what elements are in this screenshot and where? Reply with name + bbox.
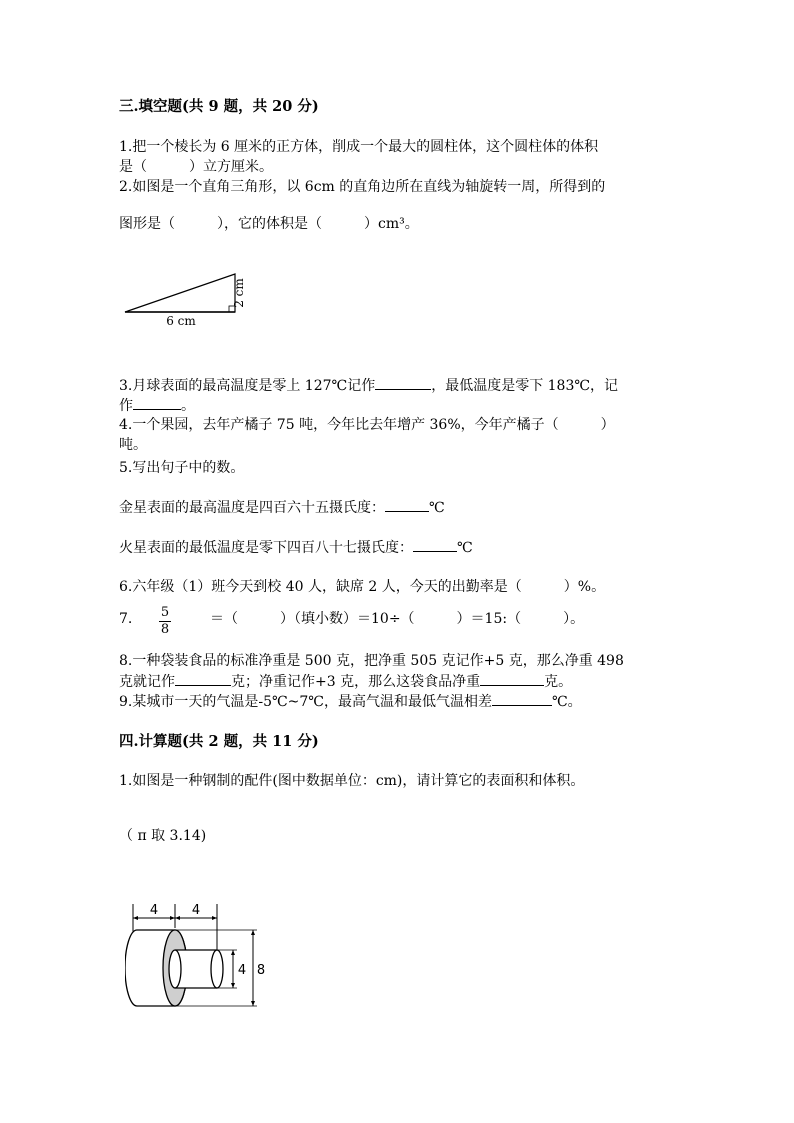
triangle-base-label: 6 cm (166, 314, 196, 328)
section-heading: 四.计算题(共 2 题，共 11 分) (119, 733, 319, 750)
answer-blank (375, 375, 431, 390)
question-3-text-b: ，最低温度是零下 183℃，记 (431, 378, 619, 394)
dimension-left-label: 4 (149, 903, 159, 918)
triangle-height-label: 2 cm (232, 278, 246, 308)
question-4-line-1: 4.一个果园，去年产橘子 75 吨，今年比去年增产 36%，今年产橘子（ ） (119, 417, 615, 433)
question-3-line-1 (119, 375, 618, 396)
question-3-text-d: 。 (181, 398, 195, 414)
question-8-text-a: 克就记作 (119, 674, 175, 690)
question-5-venus (119, 497, 445, 518)
outer-diameter-label: 8 (256, 963, 266, 978)
answer-blank (492, 691, 552, 706)
calc-question-1-line-2: （ π 取 3.14) (119, 828, 207, 844)
question-4-line-2: 吨。 (119, 437, 147, 453)
question-6: 6.六年级（1）班今天到校 40 人，缺席 2 人，今天的出勤率是（ ）%。 (119, 579, 606, 595)
section-heading: 三.填空题(共 9 题，共 20 分) (119, 98, 319, 115)
question-9-text-a: 9.某城市一天的气温是-5℃~7℃，最高气温和最低气温相差 (119, 694, 492, 710)
question-2-line-1: 2.如图是一个直角三角形，以 6cm 的直角边所在直线为轴旋转一周，所得到的 (119, 179, 606, 195)
question-3-text-a: 3.月球表面的最高温度是零上 127℃记作 (119, 378, 376, 394)
question-5-line-1: 5.写出句子中的数。 (119, 460, 245, 476)
answer-blank (175, 671, 231, 686)
venus-text: 金星表面的最高温度是四百六十五摄氏度： (119, 500, 385, 516)
question-7-fraction (158, 605, 172, 638)
answer-blank (385, 497, 429, 512)
question-7-number: 7. (119, 611, 133, 627)
question-3-text-c: 作 (119, 398, 133, 414)
fraction-numerator: 5 (160, 605, 170, 620)
question-7-text: ＝（ ）（填小数）＝10÷（ ）＝15:（ ）。 (210, 611, 585, 627)
answer-blank (480, 671, 544, 686)
dimension-right-label: 4 (191, 903, 201, 918)
answer-blank (133, 395, 181, 410)
question-2-line-2: 图形是（ ），它的体积是（ ）cm³。 (119, 216, 419, 232)
mars-text: 火星表面的最低温度是零下四百八十七摄氏度： (119, 540, 413, 556)
mars-unit: ℃ (457, 540, 473, 556)
fraction-denominator: 8 (160, 622, 170, 637)
question-5-mars (119, 537, 473, 558)
question-8-line-2 (119, 671, 572, 692)
question-8-text-c: 克。 (544, 674, 573, 690)
question-9 (119, 691, 582, 712)
right-triangle-figure (119, 268, 259, 332)
question-8-line-1: 8.一种袋装食品的标准净重是 500 克，把净重 505 克记作+5 克，那么净重 498 (119, 653, 624, 669)
calc-question-1-line-1: 1.如图是一种钢制的配件(图中数据单位：cm)，请计算它的表面积和体积。 (119, 773, 585, 789)
question-1-line-2: 是（ ）立方厘米。 (119, 159, 273, 175)
question-1-line-1: 1.把一个棱长为 6 厘米的正方体，削成一个最大的圆柱体，这个圆柱体的体积 (119, 139, 599, 155)
answer-blank (413, 537, 457, 552)
question-8-text-b: 克；净重记作+3 克，那么这袋食品净重 (231, 674, 481, 690)
question-9-text-b: ℃。 (551, 694, 582, 710)
steel-part-figure (125, 898, 270, 1013)
venus-unit: ℃ (429, 500, 445, 516)
question-3-line-2 (119, 395, 195, 416)
inner-diameter-label: 4 (237, 963, 247, 978)
